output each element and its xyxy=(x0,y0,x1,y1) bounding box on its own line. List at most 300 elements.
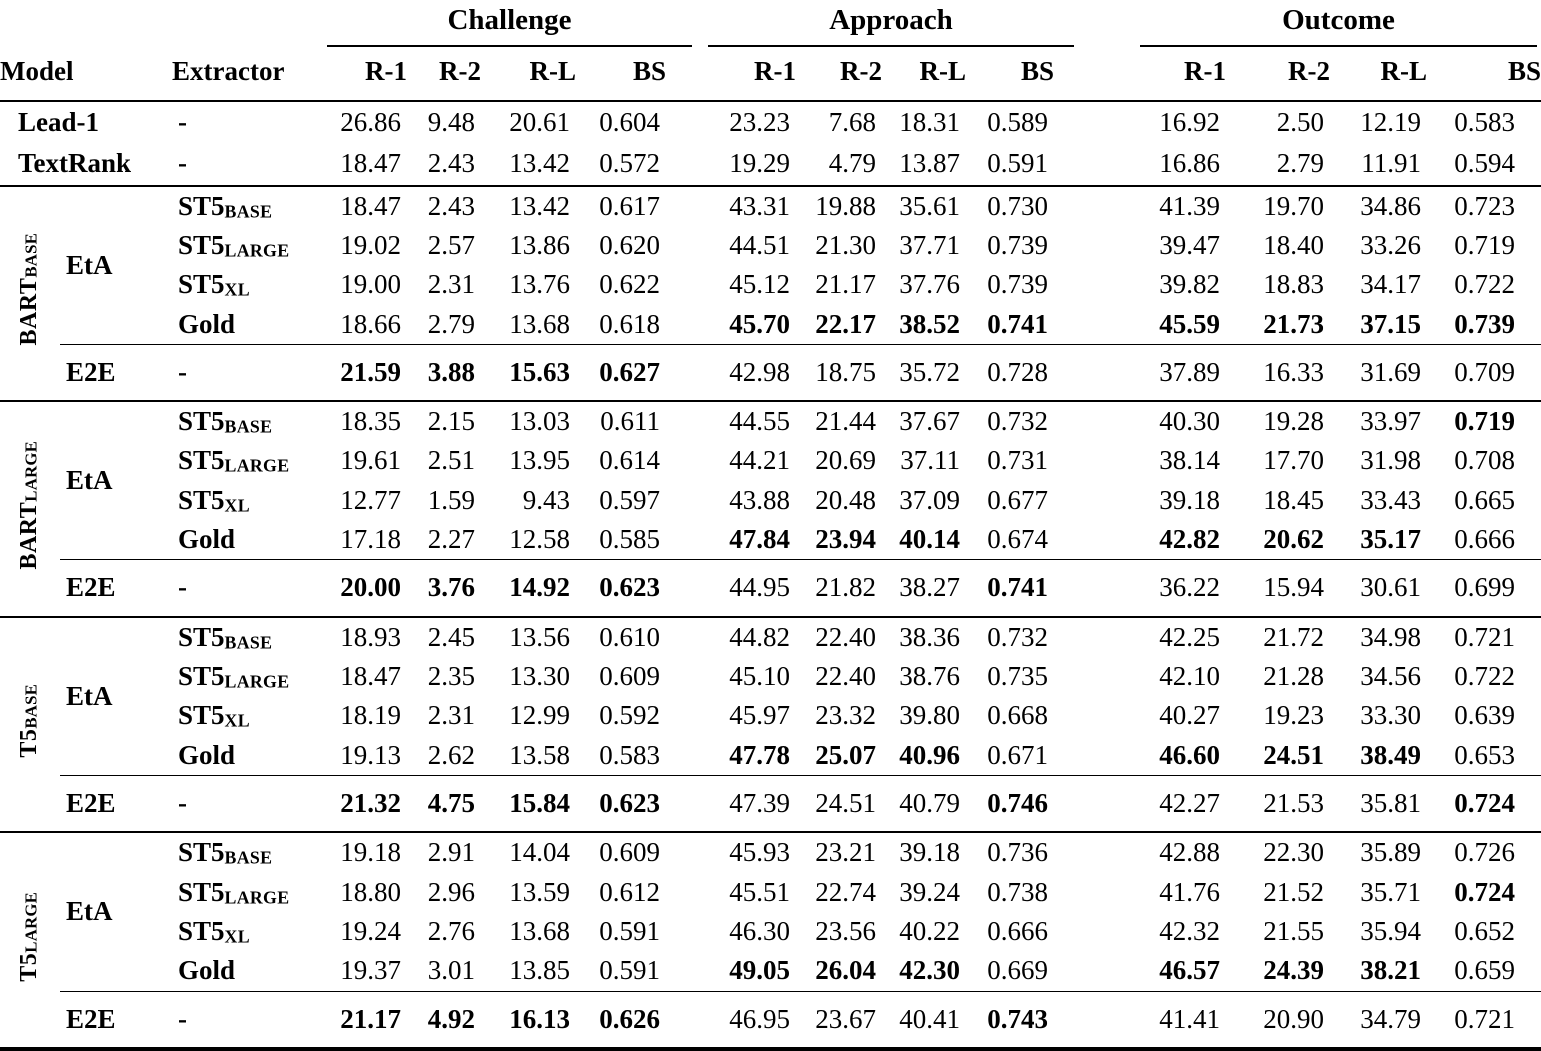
metric-value: 0.659 xyxy=(1454,955,1515,986)
metric-value: 2.79 xyxy=(427,308,475,339)
metric-value: 0.730 xyxy=(987,190,1048,221)
metric-value: 9.43 xyxy=(522,484,570,515)
metric-value: 0.671 xyxy=(987,739,1048,770)
metric-value: 33.97 xyxy=(1360,406,1421,437)
metric-value: 0.731 xyxy=(987,445,1048,476)
metric-value: 17.70 xyxy=(1263,445,1324,476)
metric-value: 22.74 xyxy=(815,876,876,907)
metric-value: 42.27 xyxy=(1054,775,1226,832)
extractor-cell: - xyxy=(172,775,335,832)
metric-value: 31.69 xyxy=(1330,344,1427,401)
extractor-cell xyxy=(172,265,335,304)
metric-value: 19.37 xyxy=(340,955,401,986)
metric-value: 39.18 xyxy=(899,837,960,868)
metric-value: 21.32 xyxy=(335,775,407,832)
metric-value: 18.19 xyxy=(340,700,401,731)
metric-value: 21.52 xyxy=(1263,876,1324,907)
metric-value: 45.59 xyxy=(1159,308,1220,339)
metric-value: 16.13 xyxy=(481,991,576,1049)
table-row xyxy=(0,736,1541,776)
metric-value: 0.732 xyxy=(987,621,1048,652)
metric-value: 38.49 xyxy=(1360,739,1421,770)
metric-value: 19.00 xyxy=(340,269,401,300)
metric-value: 1.59 xyxy=(427,484,475,515)
metric-value: 38.36 xyxy=(899,621,960,652)
metric-value: 2.15 xyxy=(427,406,475,437)
metric-value: 13.86 xyxy=(509,229,570,260)
metric-value: 13.85 xyxy=(509,955,570,986)
metric-value: 2.96 xyxy=(427,876,475,907)
metric-value: 0.669 xyxy=(987,955,1048,986)
metric-value: 4.79 xyxy=(796,143,882,185)
group-header-challenge xyxy=(335,0,666,47)
metric-value: 3.88 xyxy=(407,344,481,401)
metric-value: 18.47 xyxy=(335,143,407,185)
metric-value: 20.62 xyxy=(1263,524,1324,555)
metric-value: 2.91 xyxy=(427,837,475,868)
eta-label: EtA xyxy=(66,896,113,927)
metric-value: 0.666 xyxy=(987,915,1048,946)
extractor-name: Gold xyxy=(178,524,236,555)
metric-value: 15.94 xyxy=(1226,560,1330,617)
table-row xyxy=(0,873,1541,912)
metric-value: 0.591 xyxy=(599,915,660,946)
metric-value: 20.48 xyxy=(815,484,876,515)
metric-value: 26.86 xyxy=(340,106,401,137)
model-name: BART xyxy=(16,278,43,346)
group-header-label: Outcome xyxy=(1282,4,1395,36)
metric-value: 40.79 xyxy=(882,775,966,832)
metric-value: 43.31 xyxy=(729,190,790,221)
extractor-size-subscript: BASE xyxy=(224,201,273,222)
column-header-row xyxy=(0,47,1541,101)
metric-value: 44.82 xyxy=(729,621,790,652)
metric-value: 0.721 xyxy=(1454,621,1515,652)
metric-value: 42.10 xyxy=(1159,661,1220,691)
metric-value: 35.17 xyxy=(1360,524,1421,555)
metric-value: 21.17 xyxy=(815,269,876,300)
metric-value: 37.89 xyxy=(1054,344,1226,401)
metric-value: 2.51 xyxy=(427,445,475,476)
metric-value: 18.40 xyxy=(1263,229,1324,260)
metric-value: 21.82 xyxy=(796,560,882,617)
metric-value: 20.69 xyxy=(815,445,876,476)
eta-label: EtA xyxy=(66,680,113,711)
metric-value: 16.86 xyxy=(1054,143,1226,185)
metric-value: 38.14 xyxy=(1159,445,1220,476)
metric-value: 45.10 xyxy=(729,661,790,691)
metric-value: 2.43 xyxy=(407,143,481,185)
table-row xyxy=(0,696,1541,735)
extractor-cell xyxy=(172,736,335,776)
metric-value: 7.68 xyxy=(828,106,876,137)
metric-value: 41.39 xyxy=(1159,190,1220,221)
metric-value: 18.75 xyxy=(796,344,882,401)
extractor-cell xyxy=(172,305,335,345)
metric-value: 44.55 xyxy=(729,406,790,437)
metric-value: 38.52 xyxy=(899,308,960,339)
metric-value: 18.83 xyxy=(1263,269,1324,300)
metric-value: 12.99 xyxy=(509,700,570,731)
metric-value: 4.75 xyxy=(407,775,481,832)
metric-value: 0.594 xyxy=(1427,143,1541,185)
metric-value: 24.51 xyxy=(1263,739,1324,770)
table-row xyxy=(0,143,1541,185)
extractor-name: ST5 xyxy=(178,445,225,476)
metric-value: 0.739 xyxy=(1454,308,1515,339)
metric-value: 35.81 xyxy=(1330,775,1427,832)
metric-value: 9.48 xyxy=(427,106,475,137)
metric-value: 46.95 xyxy=(666,991,796,1049)
table-row xyxy=(0,481,1541,520)
metric-value: 0.617 xyxy=(599,190,660,221)
extractor-name: ST5 xyxy=(178,837,225,868)
metric-value: 37.09 xyxy=(899,484,960,515)
metric-value: 4.92 xyxy=(407,991,481,1049)
metric-value: 23.56 xyxy=(815,915,876,946)
metric-value: 45.93 xyxy=(729,837,790,868)
metric-value: 35.61 xyxy=(899,190,960,221)
metric-value: 44.51 xyxy=(729,229,790,260)
metric-value: 0.719 xyxy=(1454,229,1515,260)
metric-value: 13.59 xyxy=(509,876,570,907)
approach-underline xyxy=(708,4,1074,47)
model-size-subscript: BASE xyxy=(21,683,41,729)
metric-value: 49.05 xyxy=(729,955,790,986)
metric-value: 0.611 xyxy=(600,406,660,437)
metric-value: 2.45 xyxy=(427,621,475,652)
metric-value: 47.39 xyxy=(666,775,796,832)
group-header-row xyxy=(0,0,1541,47)
extractor-name: Gold xyxy=(178,955,236,986)
eta-label: EtA xyxy=(66,465,113,496)
metric-value: 0.736 xyxy=(987,837,1048,868)
metric-value: 2.62 xyxy=(427,739,475,770)
table-body xyxy=(0,101,1541,1049)
metric-value: 40.41 xyxy=(882,991,966,1049)
metric-value: 0.724 xyxy=(1454,876,1515,907)
metric-value: 0.612 xyxy=(599,876,660,907)
baseline-model-label: TextRank xyxy=(0,143,172,185)
metric-value: 18.45 xyxy=(1263,484,1324,515)
metric-value: 14.92 xyxy=(481,560,576,617)
metric-value: 13.76 xyxy=(509,269,570,300)
model-name: T5 xyxy=(16,728,43,758)
metric-value: 44.21 xyxy=(729,445,790,476)
metric-header-outcome-r1: R-1 xyxy=(1054,47,1226,101)
metric-value: 3.01 xyxy=(427,955,475,986)
table-row xyxy=(0,305,1541,345)
extractor-cell xyxy=(172,617,335,657)
metric-value: 33.43 xyxy=(1360,484,1421,515)
metric-value: 34.17 xyxy=(1360,269,1421,300)
metric-value: 37.71 xyxy=(899,229,960,260)
metric-value: 0.627 xyxy=(576,344,666,401)
extractor-cell xyxy=(172,696,335,735)
metric-value: 41.76 xyxy=(1159,876,1220,907)
metric-value: 0.609 xyxy=(599,837,660,868)
metric-value: 40.27 xyxy=(1159,700,1220,731)
metric-header-challenge-rl: R-L xyxy=(481,47,576,101)
metric-value: 35.71 xyxy=(1360,876,1421,907)
metric-value: 0.618 xyxy=(599,308,660,339)
metric-value: 16.33 xyxy=(1226,344,1330,401)
metric-value: 40.22 xyxy=(899,915,960,946)
extractor-name: ST5 xyxy=(178,621,225,652)
metric-value: 14.04 xyxy=(509,837,570,868)
metric-value: 0.741 xyxy=(966,560,1054,617)
metric-value: 42.32 xyxy=(1159,915,1220,946)
model-group-label-text xyxy=(16,892,44,982)
metric-value: 24.39 xyxy=(1263,955,1324,986)
metric-value: 0.724 xyxy=(1427,775,1541,832)
metric-value: 45.51 xyxy=(729,876,790,907)
metric-value: 0.652 xyxy=(1454,915,1515,946)
extractor-name: ST5 xyxy=(178,190,225,221)
metric-value: 23.32 xyxy=(815,700,876,731)
metric-value: 21.55 xyxy=(1263,915,1324,946)
metric-value: 13.56 xyxy=(509,621,570,652)
extractor-cell xyxy=(172,520,335,560)
metric-value: 18.31 xyxy=(899,106,960,137)
extractor-cell xyxy=(172,441,335,480)
metric-value: 0.583 xyxy=(1454,106,1515,137)
metric-value: 0.626 xyxy=(576,991,666,1049)
metric-value: 34.98 xyxy=(1360,621,1421,652)
metric-value: 23.67 xyxy=(796,991,882,1049)
metric-value: 45.70 xyxy=(729,308,790,339)
metric-value: 31.98 xyxy=(1360,445,1421,476)
extractor-size-subscript: BASE xyxy=(224,416,273,437)
metric-value: 44.95 xyxy=(666,560,796,617)
metric-value: 39.24 xyxy=(899,876,960,907)
extractor-name: ST5 xyxy=(178,915,225,946)
metric-value: 41.41 xyxy=(1054,991,1226,1049)
model-group-label-text xyxy=(16,684,44,758)
extractor-name: Gold xyxy=(178,739,236,770)
extractor-size-subscript: LARGE xyxy=(224,455,290,476)
model-size-subscript: LARGE xyxy=(21,440,41,502)
metric-value: 0.677 xyxy=(987,484,1048,515)
table-row xyxy=(0,265,1541,304)
metric-value: 42.30 xyxy=(899,955,960,986)
e2e-label: E2E xyxy=(60,775,172,832)
metric-value: 11.91 xyxy=(1330,143,1427,185)
metric-value: 0.709 xyxy=(1427,344,1541,401)
metric-value: 13.42 xyxy=(481,143,576,185)
metric-value: 34.86 xyxy=(1360,190,1421,221)
extractor-name: ST5 xyxy=(178,269,225,300)
extractor-size-subscript: XL xyxy=(224,495,250,516)
metric-value: 0.741 xyxy=(987,308,1048,339)
metric-value: 40.30 xyxy=(1159,406,1220,437)
metric-value: 0.668 xyxy=(987,700,1048,731)
outcome-underline xyxy=(1140,4,1537,47)
metric-value: 34.56 xyxy=(1360,661,1421,691)
metric-value: 16.92 xyxy=(1159,106,1220,137)
metric-value: 0.728 xyxy=(966,344,1054,401)
metric-value: 19.88 xyxy=(815,190,876,221)
metric-value: 0.726 xyxy=(1454,837,1515,868)
metric-header-challenge-r1: R-1 xyxy=(335,47,407,101)
metric-value: 22.17 xyxy=(815,308,876,339)
metric-value: 17.18 xyxy=(340,524,401,555)
metric-value: 0.592 xyxy=(599,700,660,731)
metric-value: 34.79 xyxy=(1330,991,1427,1049)
metric-value: 19.13 xyxy=(340,739,401,770)
metric-value: 47.78 xyxy=(729,739,790,770)
extractor-size-subscript: LARGE xyxy=(224,671,290,692)
metric-value: 21.17 xyxy=(335,991,407,1049)
extractor-name: ST5 xyxy=(178,406,225,437)
metric-value: 19.24 xyxy=(340,915,401,946)
metric-value: 2.43 xyxy=(427,190,475,221)
metric-value: 38.76 xyxy=(899,661,960,691)
metric-value: 38.27 xyxy=(882,560,966,617)
metric-value: 18.47 xyxy=(340,190,401,221)
group-header-approach xyxy=(666,0,1054,47)
table-row xyxy=(0,775,1541,832)
metric-value: 2.57 xyxy=(427,229,475,260)
model-name: BART xyxy=(16,501,43,570)
metric-value: 19.18 xyxy=(340,837,401,868)
metric-value: 13.87 xyxy=(882,143,966,185)
metric-value: 46.60 xyxy=(1159,739,1220,770)
metric-value: 19.28 xyxy=(1263,406,1324,437)
table-row xyxy=(0,520,1541,560)
e2e-label: E2E xyxy=(60,991,172,1049)
metric-value: 35.94 xyxy=(1360,915,1421,946)
metric-value: 0.639 xyxy=(1454,700,1515,731)
metric-value: 3.76 xyxy=(407,560,481,617)
metric-value: 21.59 xyxy=(335,344,407,401)
model-group-label-text xyxy=(16,441,44,570)
metric-value: 21.28 xyxy=(1263,661,1324,691)
metric-value: 36.22 xyxy=(1054,560,1226,617)
metric-value: 0.609 xyxy=(599,661,660,691)
metric-value: 39.18 xyxy=(1159,484,1220,515)
metric-value: 0.591 xyxy=(599,955,660,986)
extractor-name: ST5 xyxy=(178,876,225,907)
metric-value: 0.572 xyxy=(576,143,666,185)
metric-value: 21.73 xyxy=(1263,308,1324,339)
table-row xyxy=(0,101,1541,143)
metric-value: 18.80 xyxy=(340,876,401,907)
metric-value: 0.722 xyxy=(1454,661,1515,691)
extractor-cell xyxy=(172,951,335,991)
metric-value: 12.77 xyxy=(340,484,401,515)
metric-value: 40.14 xyxy=(899,524,960,555)
metric-value: 22.40 xyxy=(815,621,876,652)
metric-header-approach-bs: BS xyxy=(966,47,1054,101)
metric-value: 19.23 xyxy=(1263,700,1324,731)
metric-value: 12.58 xyxy=(509,524,570,555)
metric-value: 13.30 xyxy=(509,661,570,691)
metric-value: 37.76 xyxy=(899,269,960,300)
table-row xyxy=(0,401,1541,441)
metric-value: 42.25 xyxy=(1159,621,1220,652)
metric-value: 0.591 xyxy=(966,143,1054,185)
metric-value: 33.26 xyxy=(1360,229,1421,260)
metric-value: 20.00 xyxy=(335,560,407,617)
metric-value: 45.97 xyxy=(729,700,790,731)
metric-value: 23.94 xyxy=(815,524,876,555)
metric-value: 30.61 xyxy=(1330,560,1427,617)
metric-value: 43.88 xyxy=(729,484,790,515)
eta-label: EtA xyxy=(66,249,113,280)
model-group-label xyxy=(0,401,60,617)
table-row xyxy=(0,186,1541,226)
metric-value: 20.90 xyxy=(1226,991,1330,1049)
extractor-size-subscript: XL xyxy=(224,279,250,300)
model-size-subscript: LARGE xyxy=(21,891,41,953)
metric-value: 24.51 xyxy=(796,775,882,832)
metric-value: 21.44 xyxy=(815,406,876,437)
metric-value: 0.732 xyxy=(987,406,1048,437)
metric-value: 0.623 xyxy=(576,560,666,617)
metric-value: 21.53 xyxy=(1226,775,1330,832)
model-group-label-text xyxy=(16,233,44,345)
metric-value: 2.31 xyxy=(427,269,475,300)
metric-value: 37.11 xyxy=(900,445,960,476)
metric-value: 18.35 xyxy=(340,406,401,437)
extractor-cell: - xyxy=(172,143,335,185)
extractor-cell: - xyxy=(178,106,187,137)
metric-value: 20.61 xyxy=(509,106,570,137)
metric-value: 0.610 xyxy=(599,621,660,652)
metric-value: 2.79 xyxy=(1226,143,1330,185)
extractor-cell xyxy=(172,657,335,696)
metric-value: 2.50 xyxy=(1276,106,1324,137)
metric-value: 0.620 xyxy=(599,229,660,260)
metric-value: 2.27 xyxy=(427,524,475,555)
metric-value: 0.589 xyxy=(987,106,1048,137)
metric-value: 19.61 xyxy=(340,445,401,476)
metric-value: 38.21 xyxy=(1360,955,1421,986)
extractor-cell xyxy=(172,401,335,441)
metric-value: 46.30 xyxy=(729,915,790,946)
table-row xyxy=(0,344,1541,401)
metric-value: 18.66 xyxy=(340,308,401,339)
metric-value: 0.723 xyxy=(1454,190,1515,221)
metric-value: 0.583 xyxy=(599,739,660,770)
extractor-cell: - xyxy=(172,344,335,401)
model-name: T5 xyxy=(16,952,43,982)
metric-value: 23.21 xyxy=(815,837,876,868)
table-row xyxy=(0,912,1541,951)
metric-value: 13.42 xyxy=(509,190,570,221)
model-size-subscript: BASE xyxy=(21,233,41,279)
metric-value: 19.70 xyxy=(1263,190,1324,221)
metric-value: 21.30 xyxy=(815,229,876,260)
metric-value: 0.699 xyxy=(1427,560,1541,617)
extractor-cell xyxy=(172,226,335,265)
metric-value: 0.735 xyxy=(987,661,1048,691)
extractor-name: Gold xyxy=(178,308,236,339)
extractor-cell: - xyxy=(172,560,335,617)
metric-value: 0.614 xyxy=(599,445,660,476)
metric-value: 46.57 xyxy=(1159,955,1220,986)
metric-value: 0.722 xyxy=(1454,269,1515,300)
extractor-cell xyxy=(172,832,335,872)
metric-header-challenge-bs: BS xyxy=(576,47,666,101)
metric-value: 0.738 xyxy=(987,876,1048,907)
table-header xyxy=(0,0,1541,101)
metric-value: 0.666 xyxy=(1454,524,1515,555)
table-row xyxy=(0,657,1541,696)
metric-value: 13.68 xyxy=(509,308,570,339)
e2e-label: E2E xyxy=(60,560,172,617)
